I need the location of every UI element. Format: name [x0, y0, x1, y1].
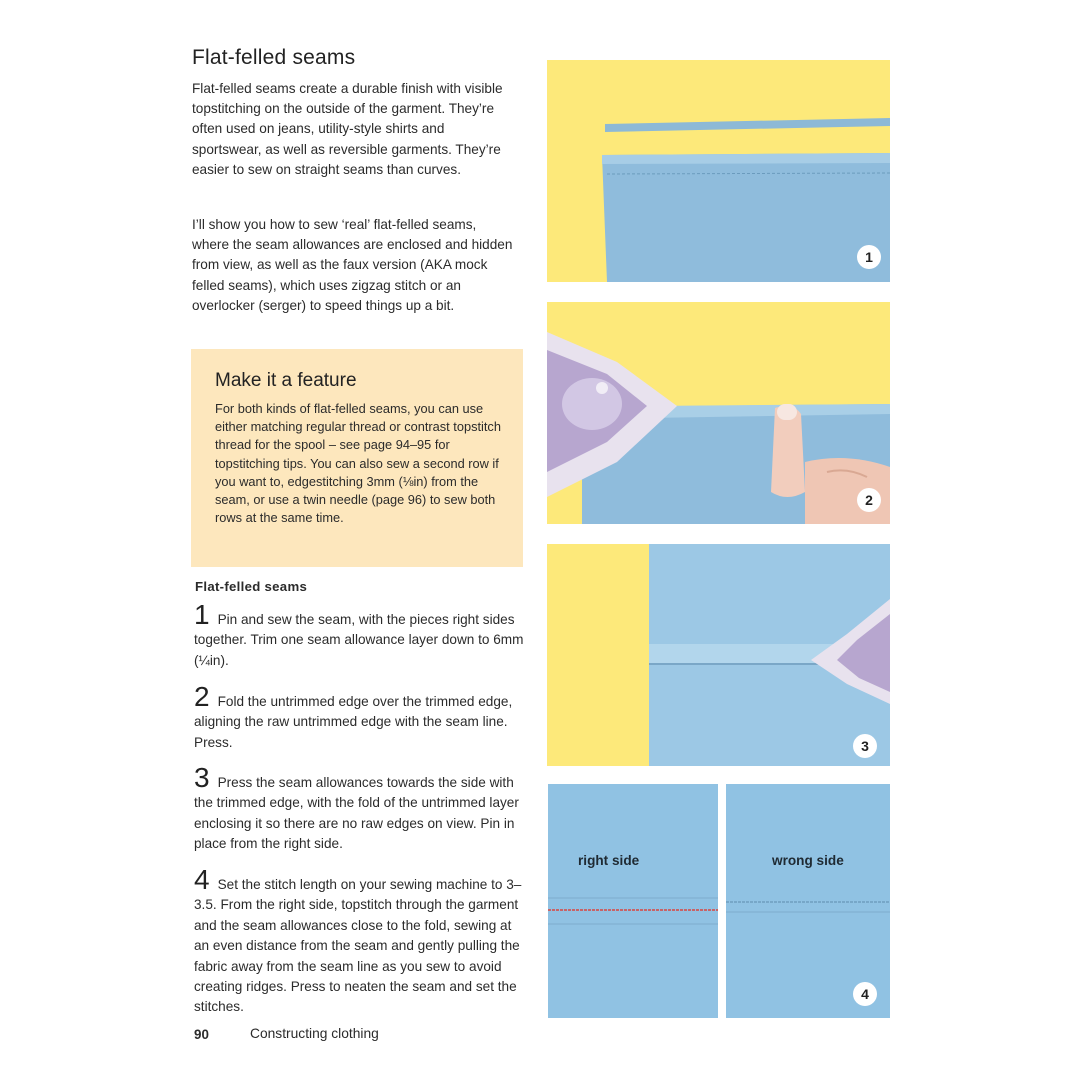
step-3 [194, 762, 526, 855]
step-text: Press the seam allowances towards the side with the trimmed edge, with the fold of the untrimmed layer enclosing it so there are no raw edges on view. Pin in place from the right side. [194, 775, 519, 852]
photo-step-1 [547, 60, 890, 282]
page-title: Flat-felled seams [192, 46, 356, 69]
step-text: Fold the untrimmed edge over the trimmed edge, aligning the raw untrimmed edge with the seam line. Press. [194, 694, 513, 750]
fabric-illustration [547, 60, 890, 282]
step-number: 1 [194, 599, 210, 630]
steps-heading: Flat-felled seams [195, 579, 308, 594]
step-2 [194, 681, 526, 753]
page-number: 90 [194, 1027, 209, 1042]
step-number: 3 [194, 762, 210, 793]
photo-right-side [548, 784, 718, 1018]
running-footer-section: Constructing clothing [250, 1026, 379, 1041]
step-text: Set the stitch length on your sewing machine to 3–3.5. From the right side, topstitch through the garment and the seam allowances close to the fold, sewing at an even distance from the seam and gently pulling the fabric away from the seam line as you sew to avoid creating ridges. Press to neaten the seam and set the stitches. [194, 877, 522, 1015]
fabric-illustration [548, 784, 718, 1018]
step-badge-2: 2 [857, 488, 881, 512]
right-side-label: right side [578, 853, 640, 868]
feature-callout-body: For both kinds of flat-felled seams, you can use either matching regular thread or contrast topstitch thread for the spool – see page 94–95 for topstitching tips. You can also sew a second row if you want to, edgestitching 3mm (⅛in) from the seam, or use a twin needle (page 96) to sew both rows at the same time. [215, 401, 501, 526]
wrong-side-label: wrong side [772, 853, 844, 868]
step-number: 2 [194, 681, 210, 712]
step-4 [194, 864, 526, 1018]
step-badge-1: 1 [857, 245, 881, 269]
step-badge-3: 3 [853, 734, 877, 758]
photo-step-3 [547, 544, 890, 766]
fabric-illustration [547, 544, 890, 766]
feature-callout-title: Make it a feature [215, 370, 357, 391]
photo-wrong-side [726, 784, 890, 1018]
step-badge-4: 4 [853, 982, 877, 1006]
step-text: Pin and sew the seam, with the pieces right sides together. Trim one seam allowance layer down to 6mm (¼in). [194, 612, 524, 668]
fabric-illustration [547, 302, 890, 524]
step-1 [194, 599, 526, 671]
intro-paragraph-2: I’ll show you how to sew ‘real’ flat-felled seams, where the seam allowances are enclosed and hidden from view, as well as the faux version (AKA mock felled seams), which uses zigzag stitch or an overlocker (serger) to speed things up a bit. [192, 217, 513, 313]
intro-paragraph-1: Flat-felled seams create a durable finish with visible topstitching on the outside of the garment. They’re often used on jeans, utility-style shirts and sportswear, as well as reversible garments. They’re easier to sew on straight seams than curves. [192, 81, 503, 177]
photo-step-2 [547, 302, 890, 524]
step-number: 4 [194, 864, 210, 895]
